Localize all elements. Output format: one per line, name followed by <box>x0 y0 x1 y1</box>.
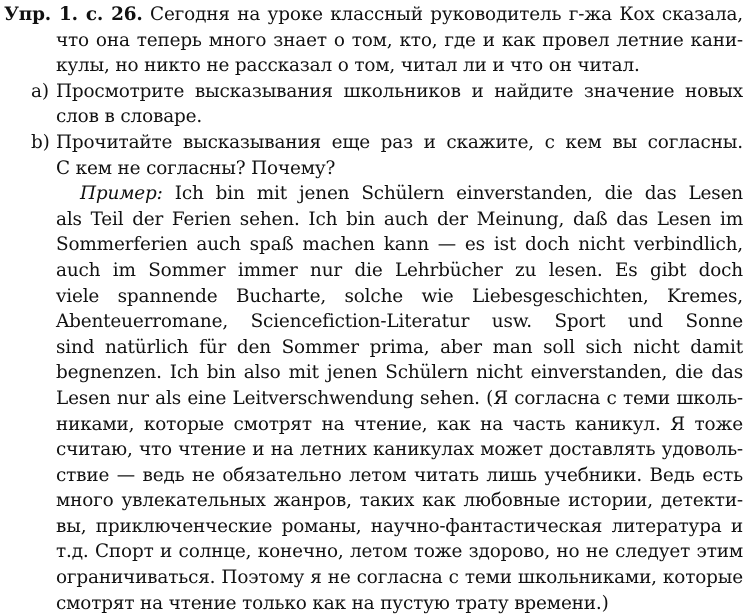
task-b-text-1: Прочитайте высказывания еще раз и скажите, с кем вы согласны. <box>56 131 743 153</box>
example-label: Пример: <box>80 183 163 205</box>
task-a-line-1 <box>31 79 743 105</box>
example-line: Abenteuerromane, Sciencefiction-Literatur usw. Sport und Sonne <box>56 311 743 333</box>
example-line-1 <box>80 181 743 207</box>
example-line: auch im Sommer immer nur die Lehrbücher zu lesen. Es gibt doch <box>56 259 743 281</box>
example-line: viele spannende Bucharte, solche wie Liebesgeschichten, Kremes, <box>56 285 743 307</box>
example-line: смотрят на чтение только как на пустую трату времени.) <box>56 592 609 614</box>
exercise-label: Упр. 1. с. 26. <box>4 4 143 25</box>
exercise-intro-line-3: кулы, но никто не рассказал о том, читал ли и что он читал. <box>56 55 640 77</box>
example-line: ограничиваться. Поэтому я не согласна с теми школьниками, которые <box>56 567 743 589</box>
example-line: sind natürlich für den Sommer prima, aber man soll sich nicht damit <box>56 336 743 358</box>
task-a-line-2: слов в словаре. <box>56 106 203 128</box>
exercise-intro-line-2: что она теперь много знает о том, кто, где и как провел летние кани- <box>56 29 743 51</box>
exercise-intro-text: Сегодня на уроке классный руководитель г-жа Кох сказала, <box>150 4 743 25</box>
example-line: много увлекательных жанров, таких как любовные истории, детекти- <box>56 490 743 512</box>
task-b-line-2: С кем не согласны? Почему? <box>56 157 336 179</box>
task-a-marker: a) <box>31 80 49 102</box>
example-line: als Teil der Ferien sehen. Ich bin auch der Meinung, daß das Lesen im <box>56 208 743 230</box>
example-line: ствие — ведь не обязательно летом читать лишь учебники. Ведь есть <box>56 464 743 486</box>
task-a-text-1: Просмотрите высказывания школьников и найдите значение новых <box>56 80 743 102</box>
example-line: считаю, что чтение и на летних каникулах может доставлять удоволь- <box>56 439 743 461</box>
example-line: никами, которые смотрят на чтение, как на часть каникул. Я тоже <box>56 413 743 435</box>
task-b-line-1 <box>31 130 743 156</box>
textbook-page <box>4 2 743 616</box>
example-line: Sommerferien auch spaß machen kann — es ist doch nicht verbindlich, <box>56 234 743 256</box>
example-line: т.д. Спорт и солнце, конечно, летом тоже здорово, но не следует этим <box>56 541 743 563</box>
example-line: вы, приключенческие романы, научно-фантастическая литература и <box>56 515 743 537</box>
task-b-marker: b) <box>31 131 50 153</box>
exercise-intro-line-1 <box>4 2 743 28</box>
example-line: Lesen nur als eine Leitverschwendung sehen. (Я согласна с теми школь- <box>56 387 743 409</box>
example-first-line: Ich bin mit jenen Schülern einverstanden, die das Lesen <box>174 183 743 205</box>
example-line: begnenzen. Ich bin also mit jenen Schülern nicht einverstanden, die das <box>56 362 743 384</box>
